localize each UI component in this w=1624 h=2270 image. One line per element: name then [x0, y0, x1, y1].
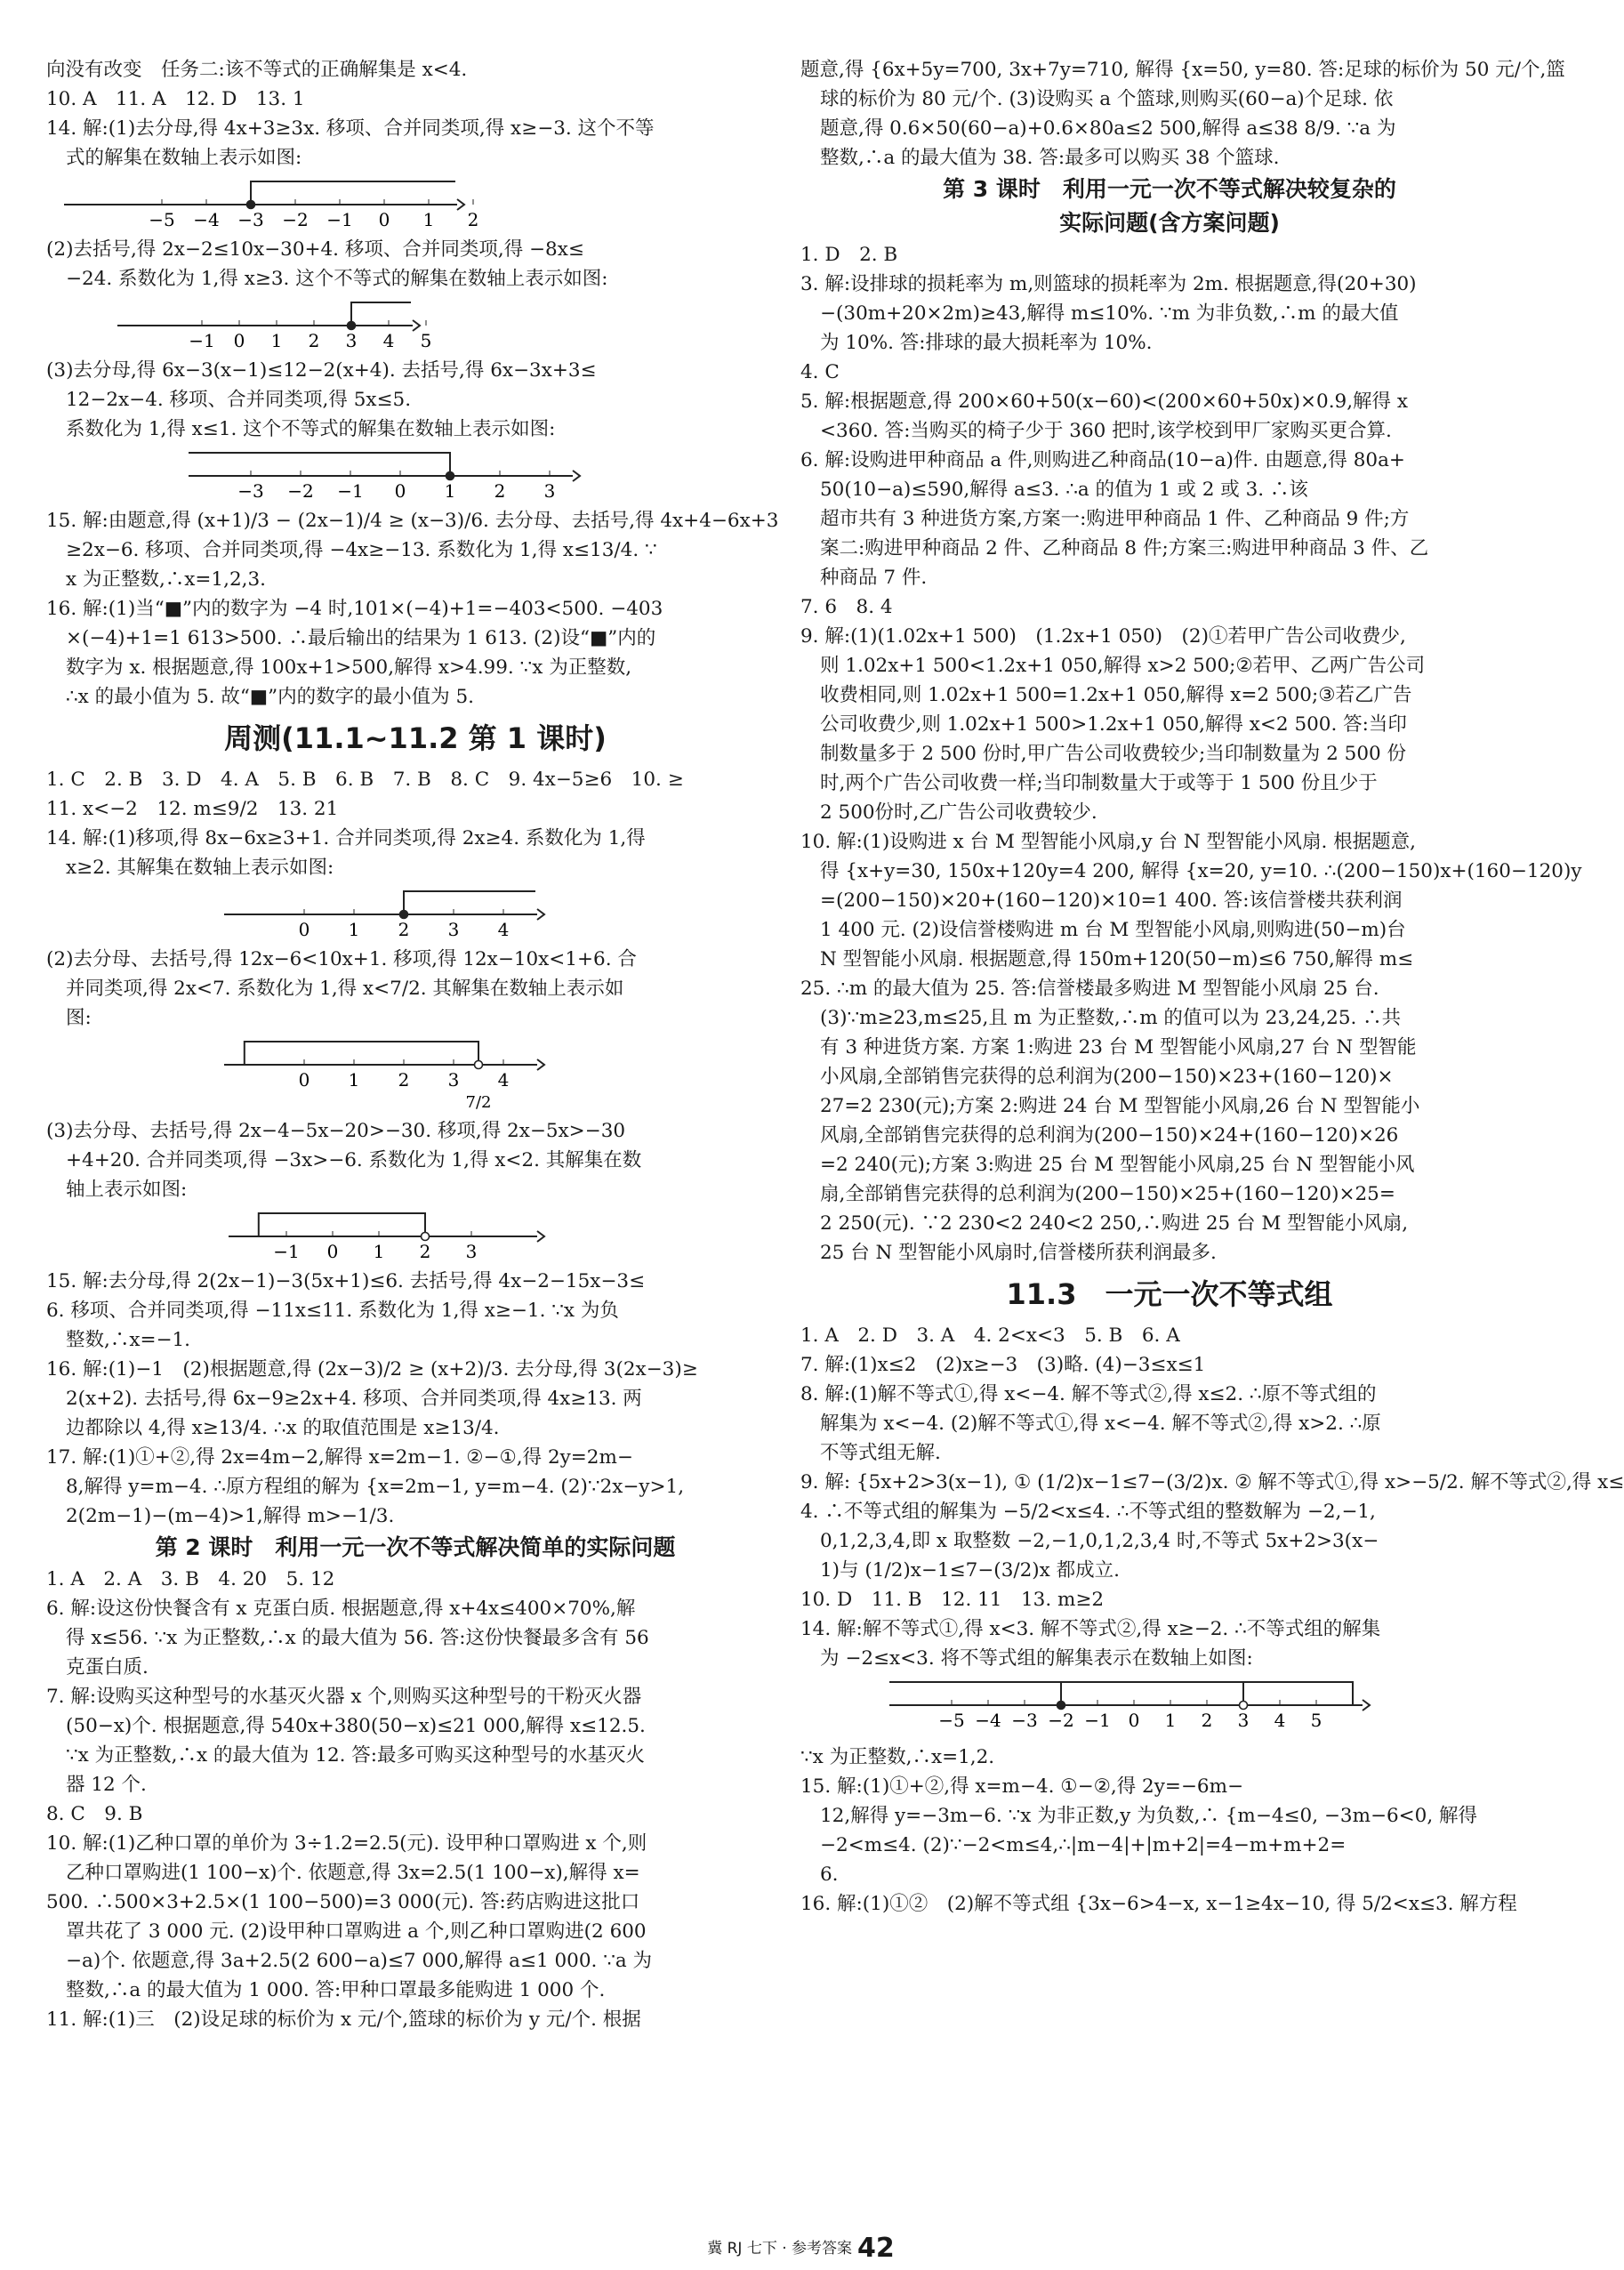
text-line: 16. 解:(1)−1 (2)根据题意,得 (2x−3)/2 ≥ (x+2)/3. 去分母,得 3(2x−3)≥: [46, 1358, 698, 1381]
text-block: [46, 506, 784, 712]
tick-label: 5: [420, 330, 432, 351]
tick-label: 2: [1201, 1710, 1213, 1731]
tick-label: −1: [337, 480, 364, 502]
text-line: 10. D 11. B 12. 11 13. m≥2: [800, 1589, 1105, 1611]
text-line: 向没有改变 任务二:该不等式的正确解集是 x<4.: [46, 59, 468, 81]
text-line: 小风扇,全部销售完获得的总利润为(200−150)×23+(160−120)×: [820, 1066, 1394, 1088]
text-block: [46, 55, 784, 173]
text-line: 6. 解:设购进甲种商品 a 件,则购进乙种商品(10−a)件. 由题意,得 80a+: [800, 449, 1405, 471]
tick-label: −4: [975, 1710, 1001, 1731]
text-line: 15. 解:(1)①+②,得 x=m−4. ①−②,得 2y=−6m−: [800, 1775, 1243, 1798]
right-column: [800, 55, 1624, 1919]
lesson-2-title: 第 2 课时 利用一元一次不等式解决简单的实际问题: [155, 1534, 676, 1560]
text-line: 12−2x−4. 移项、合并同类项,得 5x≤5.: [66, 389, 412, 411]
axis-arrow: [413, 320, 420, 331]
tick-label: 4: [497, 1069, 510, 1091]
axis-arrow: [537, 909, 544, 920]
text-block: [800, 55, 1565, 173]
solution-bracket: [189, 453, 450, 476]
left-column: [46, 55, 784, 2034]
text-line: ≥2x−6. 移项、合并同类项,得 −4x≥−13. 系数化为 1,得 x≤13/4. ∵: [66, 539, 657, 561]
text-line: (50−x)个. 根据题意,得 540x+380(50−x)≤21 000,解得 x≤12.5.: [66, 1715, 646, 1737]
text-line: 14. 解:解不等式①,得 x<3. 解不等式②,得 x≥−2. ∴不等式组的解集: [800, 1618, 1381, 1640]
text-line: 7. 解:(1)x≤2 (2)x≥−3 (3)略. (4)−3≤x≤1: [800, 1354, 1206, 1376]
text-line: −24. 系数化为 1,得 x≥3. 这个不等式的解集在数轴上表示如图:: [66, 268, 608, 290]
text-line: 有 3 种进货方案. 方案 1:购进 23 台 M 型智能小风扇,27 台 N 型智能: [820, 1036, 1417, 1059]
text-line: 公司收费少,则 1.02x+1 500>1.2x+1 050,解得 x<2 500. 答:当印: [820, 713, 1407, 736]
text-line: 风扇,全部销售完获得的总利润为(200−150)×24+(160−120)×26: [820, 1124, 1399, 1147]
text-line: 6. 解:设这份快餐含有 x 克蛋白质. 根据题意,得 x+4x≤400×70%,解: [46, 1598, 636, 1620]
text-line: −a)个. 依题意,得 3a+2.5(2 600−a)≤7 000,解得 a≤1 000. ∵a 为: [66, 1950, 653, 1972]
tick-label: 1: [373, 1241, 385, 1262]
text-line: 轴上表示如图:: [66, 1179, 188, 1201]
tick-label: 4: [382, 330, 395, 351]
number-line-14-3: [46, 446, 580, 501]
text-block: [46, 1116, 784, 1204]
text-line: 10. 解:(1)设购进 x 台 M 型智能小风扇,y 台 N 型智能小风扇. 根据题意,: [800, 831, 1417, 853]
tick-label: −1: [273, 1241, 300, 1262]
text-line: 16. 解:(1)当“■”内的数字为 −4 时,101×(−4)+1=−403<500. −403: [46, 598, 663, 620]
text-line: (2)去括号,得 2x−2≤10x−30+4. 移项、合并同类项,得 −8x≤: [46, 238, 584, 261]
text-line: 0,1,2,3,4,即 x 取整数 −2,−1,0,1,2,3,4 时,不等式 5x+2>3(x−: [820, 1530, 1379, 1552]
tick-label: 2: [398, 919, 410, 940]
text-line: 14. 解:(1)移项,得 8x−6x≥3+1. 合并同类项,得 2x≥4. 系数化为 1,得: [46, 827, 646, 849]
tick-label: 1: [348, 919, 360, 940]
tick-label: 1: [422, 209, 435, 230]
tick-label: 3: [465, 1241, 478, 1262]
page-number: 42: [857, 2233, 895, 2264]
number-line-s14: [800, 1675, 1370, 1737]
text-line: 7. 6 8. 4: [800, 596, 893, 618]
text-line: 题意,得 0.6×50(60−a)+0.6×80a≤2 500,解得 a≤38 8/9. ∵a 为: [820, 117, 1396, 140]
text-line: 整数,∴a 的最大值为 38. 答:最多可以购买 38 个篮球.: [820, 147, 1280, 169]
weekly-test-title: 周测(11.1~11.2 第 1 课时): [224, 721, 607, 755]
tick-label: 0: [233, 330, 245, 351]
text-block: [800, 1321, 1624, 1673]
tick-label: 3: [447, 1069, 460, 1091]
tick-label: 0: [298, 919, 310, 940]
open-point: [475, 1061, 483, 1069]
tick-label: −3: [237, 480, 264, 502]
text-line: 11. x<−2 12. m≤9/2 13. 21: [46, 798, 339, 820]
text-line: 1. A 2. D 3. A 4. 2<x<3 5. B 6. A: [800, 1324, 1180, 1347]
text-line: 乙种口罩购进(1 100−x)个. 依题意,得 3x=2.5(1 100−x),解得 x=: [66, 1862, 640, 1884]
text-line: 为 −2≤x<3. 将不等式组的解集表示在数轴上如图:: [820, 1647, 1253, 1670]
text-line: 解集为 x<−4. (2)解不等式①,得 x<−4. 解不等式②,得 x>2. ∴原: [820, 1413, 1381, 1435]
text-line: 1. A 2. A 3. B 4. 20 5. 12: [46, 1568, 335, 1590]
text-line: 2(x+2). 去括号,得 6x−9≥2x+4. 移项、合并同类项,得 4x≥13. 两: [66, 1388, 642, 1410]
tick-label: 0: [326, 1241, 339, 1262]
text-line: 6.: [820, 1863, 839, 1886]
open-point: [422, 1233, 430, 1241]
tick-label: 0: [378, 209, 390, 230]
text-block: [800, 1743, 1539, 1919]
text-line: 3. 解:设排球的损耗率为 m,则篮球的损耗率为 2m. 根据题意,得(20+30): [800, 273, 1417, 295]
solution-bracket: [404, 891, 535, 914]
tick-label: 2: [398, 1069, 410, 1091]
text-line: 制数量多于 2 500 份时,甲广告公司收费较少;当印制数量为 2 500 份: [820, 743, 1407, 765]
page-footer: [0, 2233, 1602, 2264]
closed-point: [1057, 1702, 1065, 1710]
text-line: (3)去分母,得 6x−3(x−1)≤12−2(x+4). 去括号,得 6x−3x+3≤: [46, 359, 597, 382]
solution-bracket: [251, 181, 455, 205]
text-line: x≥2. 其解集在数轴上表示如图:: [66, 857, 334, 879]
text-line: 克蛋白质.: [66, 1656, 149, 1678]
text-line: 1. C 2. B 3. D 4. A 5. B 6. B 7. B 8. C 9. 4x−5≥6 10. ≥: [46, 769, 684, 791]
text-line: 式的解集在数轴上表示如图:: [66, 147, 302, 169]
text-line: (3)∵m≥23,m≤25,且 m 为正整数,∴m 的值可以为 23,24,25. ∴共: [820, 1007, 1402, 1029]
tick-label: −5: [149, 209, 175, 230]
axis-arrow: [457, 199, 464, 210]
text-line: 1 400 元. (2)设信誉楼购进 m 台 M 型智能小风扇,则购进(50−m)台: [820, 919, 1406, 941]
text-line: 11. 解:(1)三 (2)设足球的标价为 x 元/个,篮球的标价为 y 元/个. 根据: [46, 2008, 641, 2031]
tick-label: 0: [1128, 1710, 1140, 1731]
text-line: 14. 解:(1)去分母,得 4x+3≥3x. 移项、合并同类项,得 x≥−3. 这个不等: [46, 117, 655, 140]
tick-label: 1: [1164, 1710, 1177, 1731]
text-line: 球的标价为 80 元/个. (3)设购买 a 个篮球,则购买(60−a)个足球. 依: [820, 88, 1394, 110]
open-point: [1240, 1702, 1248, 1710]
tick-label: −1: [189, 330, 215, 351]
tick-label: 3: [447, 919, 460, 940]
number-line-w14-3: [46, 1206, 544, 1261]
text-block: [800, 240, 1582, 1268]
tick-label: 3: [345, 330, 358, 351]
text-line: 27=2 230(元);方案 2:购进 24 台 M 型智能小风扇,26 台 N 型智能小: [820, 1095, 1420, 1117]
tick-label: −1: [326, 209, 353, 230]
axis-arrow: [537, 1231, 544, 1242]
text-line: 不等式组无解.: [820, 1442, 941, 1464]
tick-label: 0: [394, 480, 406, 502]
text-line: 收费相同,则 1.02x+1 500=1.2x+1 050,解得 x=2 500;③若乙广告: [820, 684, 1412, 706]
text-line: 7. 解:设购买这种型号的水基灭火器 x 个,则购买这种型号的干粉灭火器: [46, 1686, 642, 1708]
number-line-14-1: [46, 174, 509, 229]
tick-label: 4: [1274, 1710, 1286, 1731]
text-line: ∴x 的最小值为 5. 故“■”内的数字的最小值为 5.: [66, 686, 474, 708]
text-line: (2)去分母、去括号,得 12x−6<10x+1. 移项,得 12x−10x<1+6. 合: [46, 948, 637, 970]
tick-label: −1: [1084, 1710, 1111, 1731]
tick-label: −2: [1048, 1710, 1074, 1731]
text-line: 并同类项,得 2x<7. 系数化为 1,得 x<7/2. 其解集在数轴上表示如: [66, 978, 624, 1000]
text-line: =2 240(元);方案 3:购进 25 台 M 型智能小风扇,25 台 N 型智能小风: [820, 1154, 1415, 1176]
text-line: 罩共花了 3 000 元. (2)设甲种口罩购进 a 个,则乙种口罩购进(2 600: [66, 1920, 647, 1943]
tick-label: −2: [282, 209, 309, 230]
tick-label: 2: [308, 330, 320, 351]
text-block: [46, 356, 784, 444]
solution-bracket: [351, 302, 411, 326]
text-line: =(200−150)×20+(160−120)×10=1 400. 答:该信誉楼共获利润: [820, 889, 1403, 912]
text-line: 4. ∴不等式组的解集为 −5/2<x≤4. ∴不等式组的整数解为 −2,−1,: [800, 1501, 1376, 1523]
text-line: x 为正整数,∴x=1,2,3.: [66, 568, 266, 591]
section-11-3-title: 11.3 一元一次不等式组: [1006, 1277, 1333, 1311]
text-block: [46, 1267, 784, 1531]
text-block: [46, 1565, 784, 2034]
text-block: [46, 765, 784, 882]
footer-label: 冀 RJ 七下 · 参考答案: [707, 2240, 853, 2258]
text-line: 为 10%. 答:排球的最大损耗率为 10%.: [820, 332, 1153, 354]
text-line: 器 12 个.: [66, 1774, 147, 1796]
tick-label: 1: [348, 1069, 360, 1091]
text-line: 得 {x+y=30, 150x+120y=4 200, 解得 {x=20, y=10. ∴(200−150)x+(160−120)y: [820, 860, 1582, 882]
axis-arrow: [573, 471, 580, 481]
text-line: 8,解得 y=m−4. ∴原方程组的解为 {x=2m−1, y=m−4. (2)∵2x−y>1,: [66, 1476, 685, 1498]
text-line: 50(10−a)≤590,解得 a≤3. ∴a 的值为 1 或 2 或 3. ∴该: [820, 479, 1308, 501]
number-line-w14-2: [46, 1034, 544, 1111]
text-line: 1. D 2. B: [800, 244, 898, 266]
solution-bracket: [259, 1213, 425, 1236]
text-line: 25. ∴m 的最大值为 25. 答:信誉楼最多购进 M 型智能小风扇 25 台.: [800, 978, 1379, 1000]
tick-label: −4: [193, 209, 220, 230]
text-line: 则 1.02x+1 500<1.2x+1 050,解得 x>2 500;②若甲、乙两广告公司: [820, 655, 1426, 677]
text-line: 12,解得 y=−3m−6. ∵x 为非正数,y 为负数,∴ {m−4≤0, −3m−6<0, 解得: [820, 1805, 1478, 1827]
text-line: 案二:购进甲种商品 2 件、乙种商品 8 件;方案三:购进甲种商品 3 件、乙: [820, 537, 1429, 559]
tick-label: −5: [938, 1710, 965, 1731]
text-line: 8. 解:(1)解不等式①,得 x<−4. 解不等式②,得 x≤2. ∴原不等式组的: [800, 1383, 1377, 1405]
tick-label: 4: [497, 919, 510, 940]
text-line: 8. C 9. B: [46, 1803, 143, 1825]
text-line: 16. 解:(1)①② (2)解不等式组 {3x−6>4−x, x−1≥4x−10, 得 5/2<x≤3. 解方程: [800, 1893, 1517, 1915]
axis-arrow: [537, 1059, 544, 1070]
text-line: 1)与 (1/2)x−1≤7−(3/2)x 都成立.: [820, 1559, 1120, 1582]
text-line: +4+20. 合并同类项,得 −3x>−6. 系数化为 1,得 x<2. 其解集在数: [66, 1149, 642, 1171]
text-block: [46, 945, 784, 1033]
text-line: 5. 解:根据题意,得 200×60+50(x−60)<(200×60+50x)×0.9,解得 x: [800, 390, 1409, 413]
text-line: 6. 移项、合并同类项,得 −11x≤11. 系数化为 1,得 x≥−1. ∵x 为负: [46, 1300, 619, 1322]
tick-label: 2: [494, 480, 506, 502]
tick-label: 3: [1237, 1710, 1250, 1731]
tick-label: −3: [237, 209, 264, 230]
text-line: 25 台 N 型智能小风扇时,信誉楼所获利润最多.: [820, 1242, 1217, 1264]
text-line: 2 500份时,乙广告公司收费较少.: [820, 801, 1097, 824]
fraction-label: 7/2: [465, 1093, 492, 1112]
text-line: 500. ∴500×3+2.5×(1 100−500)=3 000(元). 答:药店购进这批口: [46, 1891, 640, 1913]
text-line: 2 250(元). ∵2 230<2 240<2 250,∴购进 25 台 M 型智能小风扇,: [820, 1212, 1409, 1235]
tick-label: 2: [467, 209, 479, 230]
lesson-3-title-line-1: 第 3 课时 利用一元一次不等式解决较复杂的: [943, 176, 1396, 202]
tick-label: 1: [270, 330, 283, 351]
text-line: <360. 答:当购买的椅子少于 360 把时,该学校到甲厂家购买更合算.: [820, 420, 1392, 442]
text-line: 15. 解:由题意,得 (x+1)/3 − (2x−1)/4 ≥ (x−3)/6. 去分母、去括号,得 4x+4−6x+3: [46, 510, 779, 532]
text-line: −(30m+20×2m)≥43,解得 m≤10%. ∵m 为非负数,∴m 的最大值: [820, 302, 1399, 325]
text-line: 边都除以 4,得 x≥13/4. ∴x 的取值范围是 x≥13/4.: [66, 1417, 500, 1439]
text-line: 种商品 7 件.: [820, 567, 928, 589]
tick-label: 3: [543, 480, 556, 502]
text-line: ×(−4)+1=1 613>500. ∴最后输出的结果为 1 613. (2)设“■”内的: [66, 627, 656, 649]
text-line: 图:: [66, 1007, 92, 1029]
text-line: 整数,∴a 的最大值为 1 000. 答:甲种口罩最多能购进 1 000 个.: [66, 1979, 606, 2001]
closed-point: [446, 472, 454, 480]
text-line: 10. A 11. A 12. D 13. 1: [46, 88, 305, 110]
text-line: 数字为 x. 根据题意,得 100x+1>500,解得 x>4.99. ∵x 为正整数,: [66, 656, 632, 679]
tick-label: −3: [1011, 1710, 1038, 1731]
tick-label: 1: [444, 480, 456, 502]
solution-bracket: [245, 1042, 478, 1065]
text-line: 整数,∴x=−1.: [66, 1329, 191, 1351]
closed-point: [247, 201, 255, 209]
tick-label: 5: [1310, 1710, 1323, 1731]
lesson-3-title-line-2: 实际问题(含方案问题): [1059, 210, 1280, 236]
text-line: 时,两个广告公司收费一样;当印制数量大于或等于 1 500 份且少于: [820, 772, 1378, 794]
text-line: 得 x≤56. ∵x 为正整数,∴x 的最大值为 56. 答:这份快餐最多含有 56: [66, 1627, 649, 1649]
text-line: 系数化为 1,得 x≤1. 这个不等式的解集在数轴上表示如图:: [66, 418, 556, 440]
solution-bracket: [889, 1682, 1243, 1705]
text-line: 2(2m−1)−(m−4)>1,解得 m>−1/3.: [66, 1505, 395, 1527]
tick-label: 0: [298, 1069, 310, 1091]
text-line: ∵x 为正整数,∴x 的最大值为 12. 答:最多可购买这种型号的水基灭火: [66, 1744, 646, 1767]
text-line: −2<m≤4. (2)∵−2<m≤4,∴|m−4|+|m+2|=4−m+m+2=: [820, 1834, 1347, 1856]
text-line: ∵x 为正整数,∴x=1,2.: [800, 1746, 995, 1768]
text-line: 10. 解:(1)乙种口罩的单价为 3÷1.2=2.5(元). 设甲种口罩购进 x 个,则: [46, 1832, 647, 1855]
number-line-w14-1: [46, 884, 544, 939]
text-line: 扇,全部销售完获得的总利润为(200−150)×25+(160−120)×25=: [820, 1183, 1395, 1205]
text-line: 15. 解:去分母,得 2(2x−1)−3(5x+1)≤6. 去括号,得 4x−2−15x−3≤: [46, 1270, 646, 1292]
text-line: 9. 解:(1)(1.02x+1 500) (1.2x+1 050) (2)①若甲广告公司收费少,: [800, 625, 1406, 648]
closed-point: [400, 911, 408, 919]
text-line: 4. C: [800, 361, 840, 383]
text-line: (3)去分母、去括号,得 2x−4−5x−20>−30. 移项,得 2x−5x>−30: [46, 1120, 626, 1142]
axis-arrow: [1363, 1700, 1370, 1711]
tick-label: −2: [287, 480, 314, 502]
number-line-14-2: [46, 295, 509, 350]
tick-label: 2: [419, 1241, 431, 1262]
closed-point: [348, 322, 356, 330]
text-line: N 型智能小风扇. 根据题意,得 150m+120(50−m)≤6 750,解得 m≤: [820, 948, 1414, 970]
text-line: 超市共有 3 种进货方案,方案一:购进甲种商品 1 件、乙种商品 9 件;方: [820, 508, 1410, 530]
text-block: [46, 235, 784, 294]
text-line: 17. 解:(1)①+②,得 2x=4m−2,解得 x=2m−1. ②−①,得 2y=2m−: [46, 1446, 633, 1469]
text-line: 9. 解: {5x+2>3(x−1), ① (1/2)x−1≤7−(3/2)x. ② 解不等式①,得 x>−5/2. 解不等式②,得 x≤: [800, 1471, 1624, 1493]
text-line: 题意,得 {6x+5y=700, 3x+7y=710, 解得 {x=50, y=80. 答:足球的标价为 50 元/个,篮: [800, 59, 1565, 81]
